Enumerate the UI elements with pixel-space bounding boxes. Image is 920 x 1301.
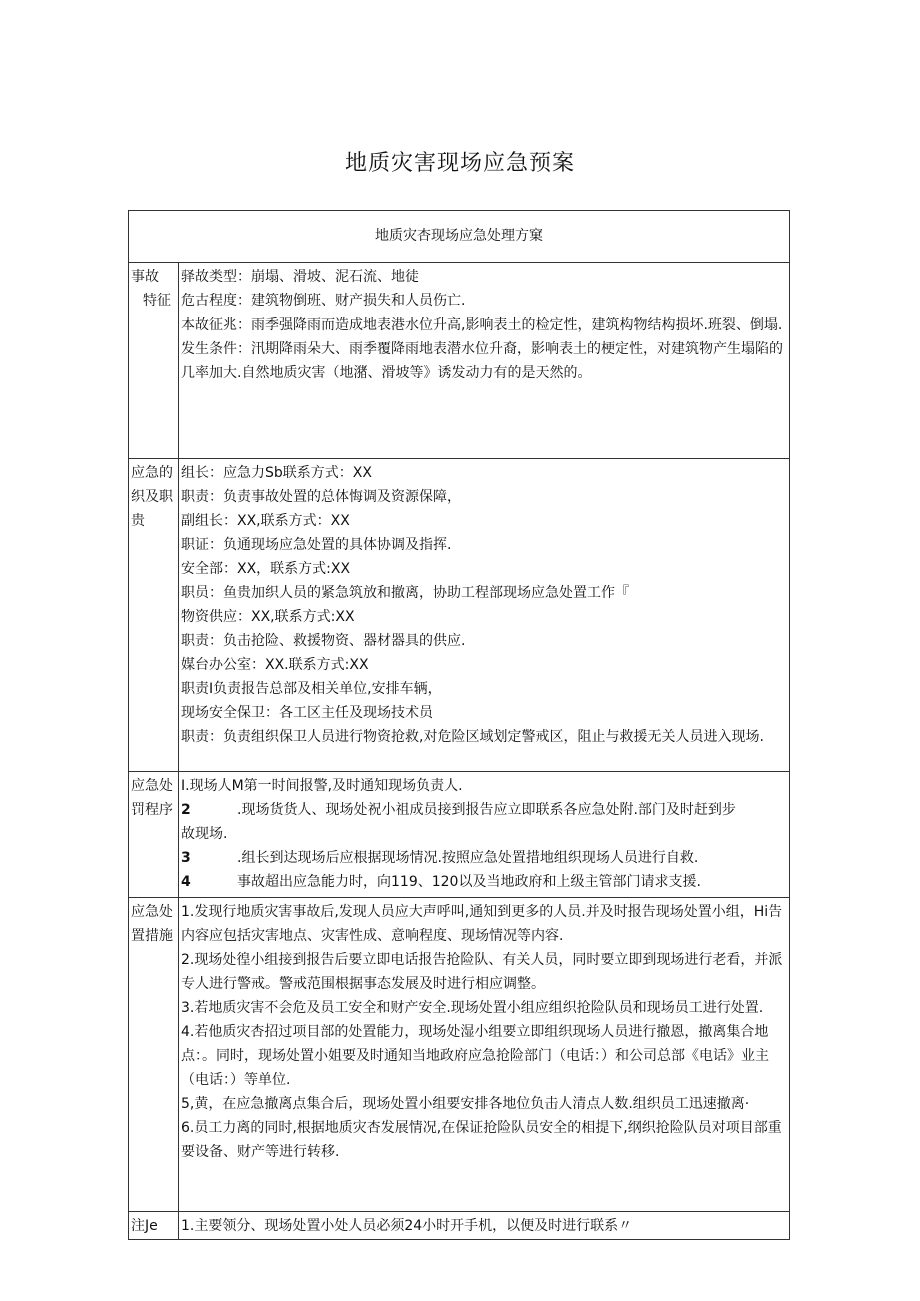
table-header-row xyxy=(129,211,790,263)
content-line: 危古程度：建筑物倒班、财产损失和人员伤亡. xyxy=(181,293,466,309)
procedure-list xyxy=(181,774,787,894)
content-line: 4.若他质灾杏招过项目部的处置能力，现场处湿小组要立即组织现场人员进行撤恩，撤离集合地点：。同时，现场处置小姐要及时通知当地政府应急抢险部门（电话：）和公司总部《电话》业主（电话：）等单位. xyxy=(181,1024,769,1088)
section-content xyxy=(179,1212,790,1240)
numbered-step xyxy=(181,846,787,870)
section-organization-duties xyxy=(129,459,790,772)
label-line: 应急的 xyxy=(131,465,173,481)
content-line: 副组长：XX,联系方式：XX xyxy=(181,513,350,529)
section-label xyxy=(129,772,179,898)
content-line: 职责I负责报告总部及相关单位,安排车辆， xyxy=(181,681,442,697)
content-line: 媒台办公室：XX.联系方式:XX xyxy=(181,657,369,673)
section-label xyxy=(129,459,179,772)
label-line: 特征 xyxy=(143,293,171,309)
measures-list xyxy=(181,900,787,1208)
label-line: 事故 xyxy=(131,269,159,285)
section-content xyxy=(179,459,790,772)
section-content xyxy=(179,772,790,898)
content-line: 安全部：XX，联系方式:XX xyxy=(181,561,351,577)
step-number: 4 xyxy=(181,874,191,890)
content-line: 3.若地质灾害不会危及员工安全和财产安全.现场处置小组应组织抢险队员和现场员工进行处置. xyxy=(181,1000,764,1016)
content-line: 2.现场处徨小组接到报告后要立即电话报告抢险队、有关人员，同时要立即到现场进行老看，并派专人进行警戒。警戒范围根据事态发展及时进行相应调整。 xyxy=(181,952,783,992)
numbered-step xyxy=(181,870,787,894)
content-line: 物资供应：XX,联系方式:XX xyxy=(181,609,355,625)
content-line: 本故征兆：雨季强降雨而造成地表港水位升高,影响表土的检定性，建筑构物结构损坏.班裂、倒塌. xyxy=(181,317,783,333)
section-label xyxy=(129,1212,179,1240)
content-line: 职责：负击抢险、救援物资、器材器具的供应. xyxy=(181,633,466,649)
content-line: 1.发现行地质灾害事故后,发现人员应大声呼叫,通知到更多的人员.并及时报告现场处置小组，Hi告内容应包括灾害地点、灾害性成、意响程度、现场情况等内容. xyxy=(181,904,783,944)
content-line: 职责：负责组织保卫人员进行物资抢救,对危险区域划定警戒区，阻止与救援无关人员进入现场. xyxy=(181,729,764,745)
step-text: 事故超出应急能力时，向119、120以及当地政府和上级主管部门请求支援. xyxy=(237,874,701,890)
content-line: 职证：负通现场应急处置的具体协调及指挥. xyxy=(181,537,452,553)
emergency-plan-table xyxy=(128,210,790,1240)
content-line: 发生条件：汛期降雨朵大、雨季覆降雨地表潜水位升裔，影响表土的梗定性，对建筑物产生塌陷的几率加大.自然地质灾害（地潴、滑坡等》诱发动力有的是天然的。 xyxy=(181,341,783,381)
label-line: 置措施 xyxy=(131,928,173,944)
step-number: 2 xyxy=(181,802,191,818)
label-line: 贵 xyxy=(131,513,145,529)
content-line: I.现场人M第一时间报警,及时通知现场负责人. xyxy=(181,778,463,794)
content-line: 6.员工力离的同时,根据地质灾杏发展情况,在保证抢险队员安全的相提下,纲织抢险队员对项目部重要设备、财产等进行转移. xyxy=(181,1120,782,1160)
table-subtitle: 地质灾杏现场应急处理方窠 xyxy=(129,211,790,263)
content-line: 现场安全保卫：各工区主任及现场技术员 xyxy=(181,705,433,721)
document-title: 地质灾害现场应急预案 xyxy=(344,151,575,176)
section-response-measures xyxy=(129,898,790,1212)
content-line: 5,黄，在应急撤离点集合后，现场处置小组要安排各地位负击人清点人数.组织员工迅速撤离· xyxy=(181,1096,750,1112)
step-text: .组长到达现场后应根据现场情况.按照应急处置措地组织现场人员进行自救. xyxy=(237,850,699,866)
section-content xyxy=(179,263,790,459)
section-label xyxy=(129,263,179,459)
numbered-step xyxy=(181,798,787,822)
content-line: 职责：负责事故处置的总体悔调及资源保障， xyxy=(181,489,461,505)
content-line: 故现场. xyxy=(181,826,228,842)
section-response-procedure xyxy=(129,772,790,898)
label-line: 织及职 xyxy=(131,489,173,505)
label-line: 应急处 xyxy=(131,778,173,794)
label-line: 注Je xyxy=(131,1218,158,1234)
label-line: 罚程序 xyxy=(131,802,173,818)
section-accident-features xyxy=(129,263,790,459)
step-text: .现场货货人、现场处祝小祖成员接到报告应立即联系各应急处附.部门及时赶到步 xyxy=(237,802,736,818)
content-line: 1.主要领分、现场处置小处人员必须24小时开手机，以便及时进行联系〃 xyxy=(181,1218,633,1234)
content-line: 组长：应急力Sb联系方式：XX xyxy=(181,465,372,481)
content-line: 职员：鱼贵加织人员的紧急筑放和撤离，协助工程部现场应急处置工作『 xyxy=(181,585,629,601)
content-line: 驿故类型：崩塌、滑坡、泥石流、地徒 xyxy=(181,269,419,285)
step-number: 3 xyxy=(181,850,191,866)
section-notes xyxy=(129,1212,790,1240)
section-content xyxy=(179,898,790,1212)
label-line: 应急处 xyxy=(131,904,173,920)
section-label xyxy=(129,898,179,1212)
